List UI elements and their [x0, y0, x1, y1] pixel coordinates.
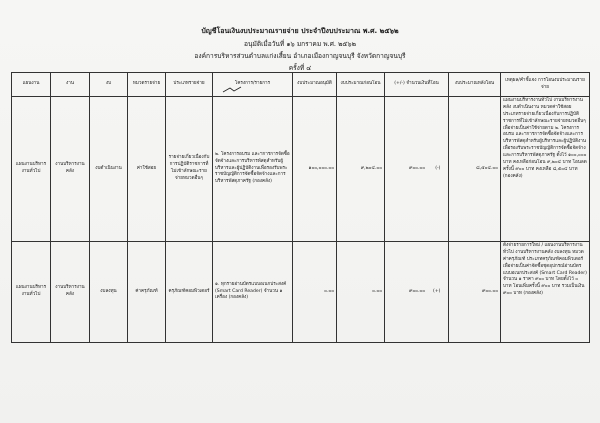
cell-type: ครุภัณฑ์คอมพิวเตอร์: [166, 242, 213, 343]
col-header-plan: แผนงาน: [12, 73, 51, 97]
table-row: [12, 97, 590, 242]
col-header-work: งาน: [51, 73, 90, 97]
table-row: [12, 242, 590, 343]
cell-approved: ๑๐๐,๐๐๐.๐๐: [293, 97, 337, 242]
cell-transfer: [385, 97, 449, 242]
table-header-row: [12, 73, 590, 97]
col-header-approved: งบประมาณอนุมัติ: [293, 73, 337, 97]
col-header-budget: งบ: [90, 73, 128, 97]
transfer-sign: (+): [433, 288, 441, 294]
cell-budget: งบลงทุน: [90, 242, 128, 343]
cell-budget: งบดำเนินงาน: [90, 97, 128, 242]
transfer-sign: (-): [435, 165, 441, 171]
cell-work: งานบริหารงานคลัง: [51, 97, 90, 242]
cell-after: ๙๐๐.๐๐: [449, 242, 501, 343]
cell-transfer: [385, 242, 449, 343]
cell-category: ค่าใช้สอย: [128, 97, 166, 242]
cell-plan: แผนงานบริหารงานทั่วไป: [12, 242, 51, 343]
transfer-number: ครั้งที่ ๔: [288, 64, 312, 72]
cell-project: ๑. ทุกรายอ่านบัตรแบบอเนกประสงค์ (Smart Card Reader) จำนวน ๑ เครื่อง (กองคลัง): [213, 242, 293, 343]
cell-work: งานบริหารงานคลัง: [51, 242, 90, 343]
col-header-transfer: (+/-) จำนวนเงินที่โอน: [385, 73, 449, 97]
approval-date: อนุมัติเมื่อวันที่ ๑๖ มกราคม พ.ศ. ๒๕๖๒: [244, 40, 356, 48]
col-header-project: โครงการ/รายการ: [213, 73, 293, 97]
cell-before: ๐.๐๐: [337, 242, 385, 343]
col-header-reason: เหตุผล/คำชี้แจง การโอนงบประมาณรายจ่าย: [501, 73, 590, 97]
cell-reason: ตั้งจ่ายรายการใหม่ / แผนงานบริหารงานทั่วไป งานบริหารงานคลัง งบลงทุน หมวดค่าครุภัณฑ์ ประเภทครุภัณฑ์คอมพิวเตอร์ เพื่อจ่ายเป็นค่าจัดซื้อชุดอุปกรณ์อ่านบัตรแบบอเนกประสงค์ (Smart Card Reader) จำนวน ๑ ราคา ๙๐๐ บาท โดยตั้งไว้ ๐ บาท โอนเพิ่มครั้งนี้ ๙๐๐ บาท รวมเป็นเงิน ๙๐๐ บาท (กองคลัง): [501, 242, 590, 343]
cell-plan: แผนงานบริหารงานทั่วไป: [12, 97, 51, 242]
col-header-category: หมวดรายจ่าย: [128, 73, 166, 97]
cell-type: รายจ่ายเกี่ยวเนื่องกับการปฏิบัติราชการที่ไม่เข้าลักษณะรายจ่ายหมวดอื่นๆ: [166, 97, 213, 242]
cell-after: ๘,๕๐๔.๐๐: [449, 97, 501, 242]
cell-category: ค่าครุภัณฑ์: [128, 242, 166, 343]
document-title: บัญชีโอนเงินงบประมาณรายจ่าย ประจำปีงบประมาณ พ.ศ. ๒๕๖๒: [201, 27, 399, 35]
pen-mark-icon: [222, 86, 242, 94]
transfer-amount: ๙๐๐.๐๐: [408, 165, 425, 171]
transfer-amount: ๙๐๐.๐๐: [408, 288, 425, 294]
cell-reason: แผนงานบริหารงานทั่วไป งานบริหารงานคลัง งบดำเนินงาน หมวดค่าใช้สอย ประเภทรายจ่ายเกี่ยวเนื่องกับการปฏิบัติราชการที่ไม่เข้าลักษณะรายจ่ายหมวดอื่นๆ เพื่อจ่ายเป็นค่าใช้จ่ายตาม ๒. โครงการอบรม และฯการการจัดซื้อจัดจ้างและการบริหารพัสดุสำหรับผู้บริหารและผู้ปฏิบัติงานเพื่อรองรับพระราชบัญญัติการจัดซื้อจัดจ้างและการบริหารพัสดุภาครัฐ ตั้งไว้ ๑๐๐,๐๐๐ บาท คงเหลือก่อนโอน ๙,๒๐๔ บาท โอนลดครั้งนี้ ๙๐๐ บาท คงเหลือ ๘,๕๐๔ บาท (กองคลัง): [501, 97, 590, 242]
col-header-before: งบประมาณก่อนโอน: [337, 73, 385, 97]
cell-before: ๙,๒๐๔.๐๐: [337, 97, 385, 242]
cell-project: ๒. โครงการอบรม และฯการการจัดซื้อจัดจ้างและการบริหารพัสดุสำหรับผู้บริหารและผู้ปฏิบัติงานเพื่อรองรับพระราชบัญญัติการจัดซื้อจัดจ้างและการบริหารพัสดุภาครัฐ (กองคลัง): [213, 97, 293, 242]
col-header-after: งบประมาณหลังโอน: [449, 73, 501, 97]
cell-approved: ๐.๐๐: [293, 242, 337, 343]
budget-transfer-table: [11, 72, 590, 343]
organization-name: องค์การบริหารส่วนตำบลแก่งเสี้ยน อำเภอเมืองกาญจนบุรี จังหวัดกาญจนบุรี: [194, 52, 406, 60]
col-header-type: ประเภทรายจ่าย: [166, 73, 213, 97]
